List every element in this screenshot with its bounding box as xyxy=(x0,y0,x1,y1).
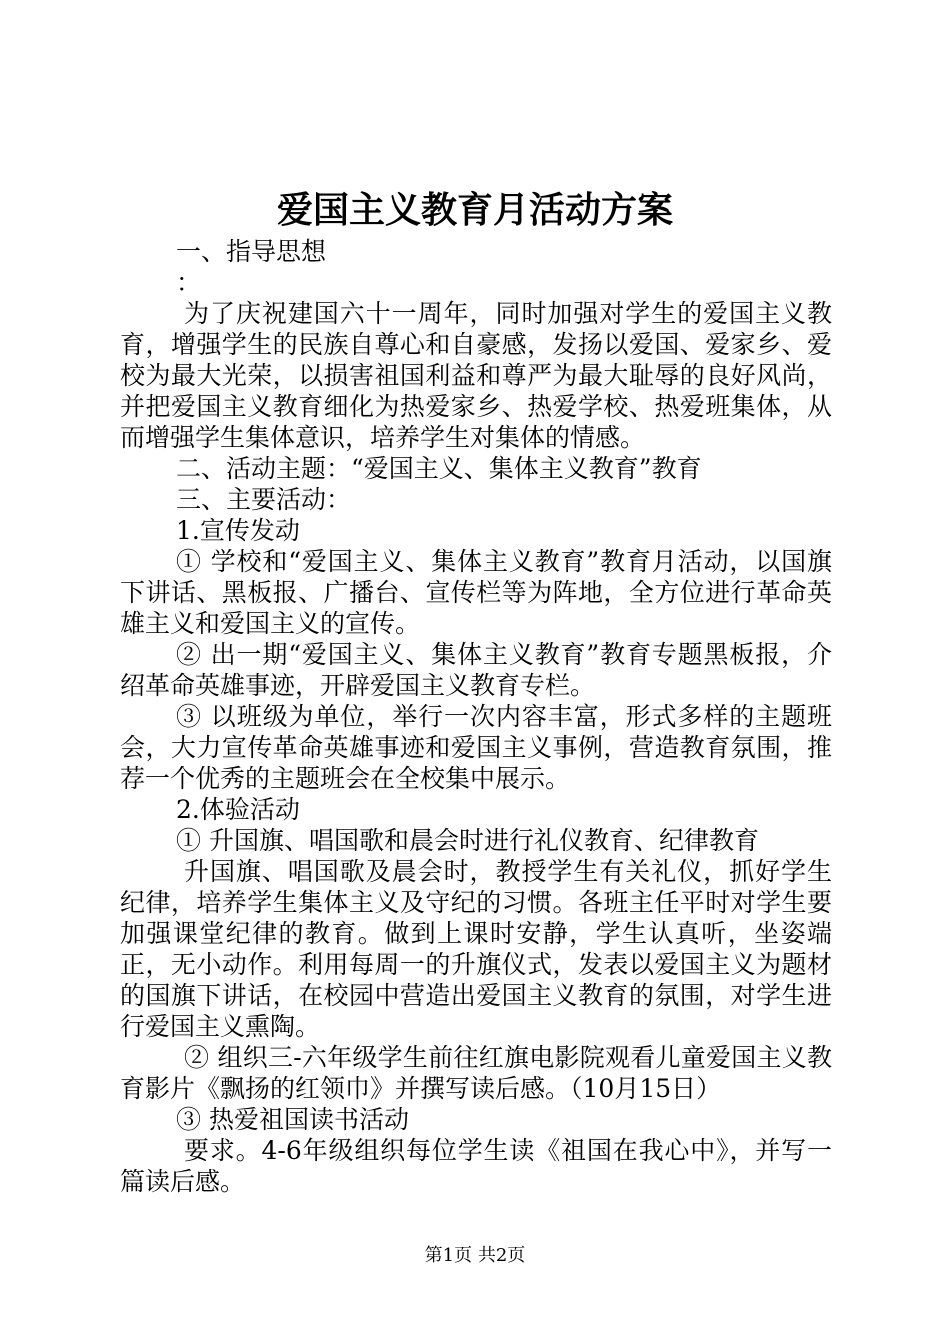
subheading-experience: 2.体验活动 xyxy=(176,795,300,824)
subheading-publicity: 1.宣传发动 xyxy=(176,516,300,545)
paragraph-reading-requirement: 要求。4-6年级组织每位学生读《祖国在我心中》，并写一篇读后感。 xyxy=(120,1136,832,1196)
heading-activity-theme: 二、活动主题：“爱国主义、集体主义教育”教育 xyxy=(176,454,702,483)
list-item-experience-2: ② 组织三-六年级学生前往红旗电影院观看儿童爱国主义教育影片《飘扬的红领巾》并撰写读后感。（10月15日） xyxy=(120,1043,832,1103)
colon-line: ： xyxy=(176,268,202,297)
paragraph-purpose: 为了庆祝建国六十一周年，同时加强对学生的爱国主义教育，增强学生的民族自尊心和自豪感，发扬以爱国、爱家乡、爱校为最大光荣，以损害祖国利益和尊严为最大耻辱的良好风尚，并把爱国主义教育细化为热爱家乡、热爱学校、热爱班集体，从而增强学生集体意识，培养学生对集体的情感。 xyxy=(120,299,832,452)
paragraph-flag-ceremony: 升国旗、唱国歌及晨会时，教授学生有关礼仪，抓好学生纪律，培养学生集体主义及守纪的习惯。各班主任平时对学生要加强课堂纪律的教育。做到上课时安静，学生认真听，坐姿端正，无小动作。利用每周一的升旗仪式，发表以爱国主义为题材的国旗下讲话，在校园中营造出爱国主义教育的氛围，对学生进行爱国主义熏陶。 xyxy=(120,857,832,1041)
list-item-experience-1: ① 升国旗、唱国歌和晨会时进行礼仪教育、纪律教育 xyxy=(176,826,759,855)
document-body xyxy=(120,236,832,1197)
document-title: 爱国主义教育月活动方案 xyxy=(276,189,673,231)
list-item-publicity-2: ② 出一期“爱国主义、集体主义教育”教育专题黑板报，介绍革命英雄事迹，开辟爱国主义教育专栏。 xyxy=(120,640,832,700)
page-footer: 第1页 共2页 xyxy=(424,1245,526,1266)
list-item-publicity-1: ① 学校和“爱国主义、集体主义教育”教育月活动，以国旗下讲话、黑板报、广播台、宣传栏等为阵地，全方位进行革命英雄主义和爱国主义的宣传。 xyxy=(120,547,832,638)
heading-guiding-thought: 一、指导思想 xyxy=(176,237,327,266)
list-item-publicity-3: ③ 以班级为单位，举行一次内容丰富，形式多样的主题班会，大力宣传革命英雄事迹和爱国主义事例，营造教育氛围，推荐一个优秀的主题班会在全校集中展示。 xyxy=(120,702,832,793)
list-item-experience-3: ③ 热爱祖国读书活动 xyxy=(176,1105,409,1134)
heading-main-activities: 三、主要活动： xyxy=(176,485,352,514)
